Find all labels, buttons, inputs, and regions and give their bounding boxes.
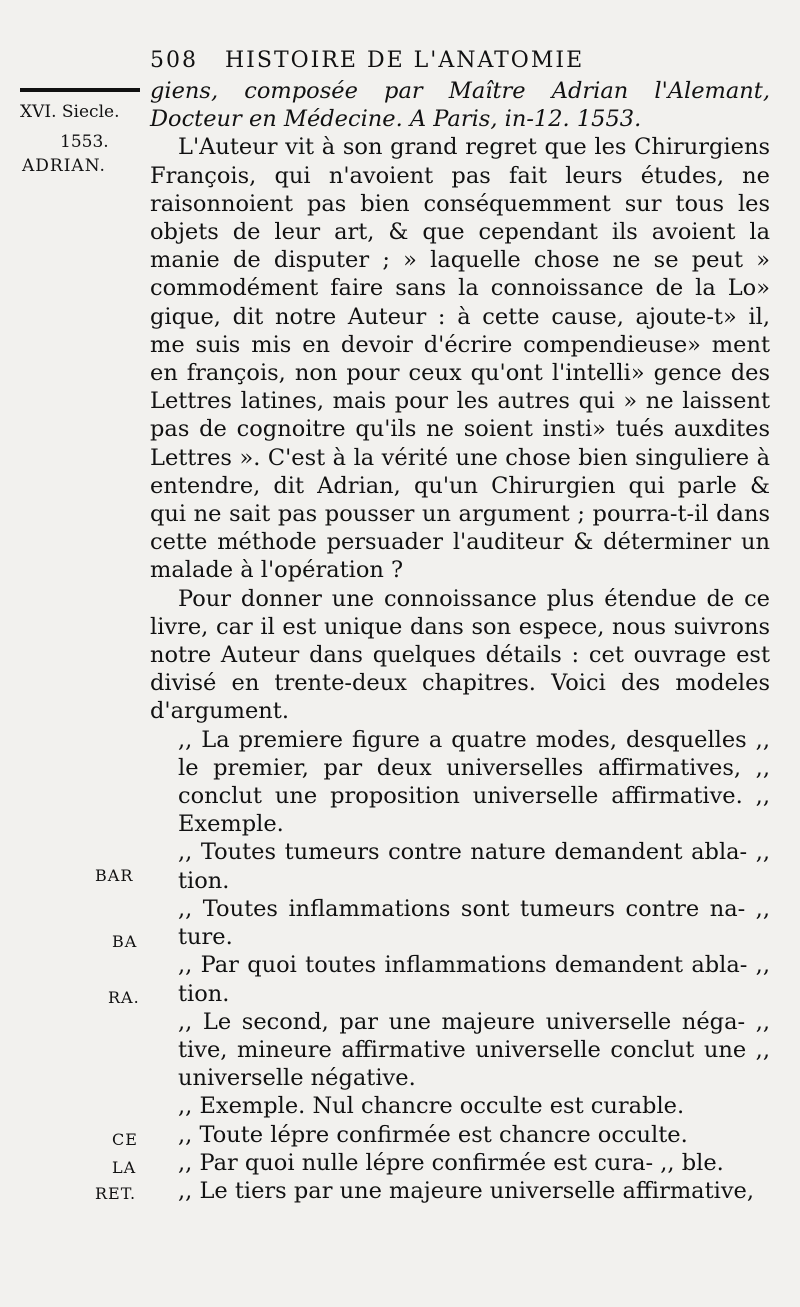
- running-header: [150, 48, 770, 73]
- quotation: ,, Par quoi toutes inflammations demandent abla- ,, tion.: [178, 952, 770, 1007]
- syllogism-mark: BAR: [95, 866, 134, 885]
- syllogism-mark: BA: [112, 932, 138, 951]
- paragraph: Pour donner une connoissance plus étendue de ce livre, car il est unique dans son espece, nous suivrons notre Auteur dans quelques détails : cet ouvrage est divisé en trente-deux chapitres. Voici des modeles d'argument.: [150, 585, 770, 725]
- syllogism-mark: LA: [112, 1158, 137, 1177]
- margin-century: XVI. Siecle.: [20, 102, 120, 122]
- quotation: ,, Le tiers par une majeure universelle affirmative,: [178, 1177, 755, 1204]
- quotation: ,, La premiere figure a quatre modes, desquelles ,, le premier, par deux universelles affirmatives, ,, conclut une proposition universelle affirmative. ,, Exemple.: [178, 726, 770, 838]
- syllogism-mark: RET.: [95, 1184, 137, 1203]
- syllogism-mark: CE: [112, 1130, 138, 1149]
- quotation: ,, Le second, par une majeure universelle néga- ,, tive, mineure affirmative universelle conclut une ,, universelle négative.: [178, 1008, 770, 1092]
- margin-year: 1553.: [60, 132, 109, 152]
- running-title: HISTOIRE DE L'ANATOMIE: [225, 48, 585, 73]
- margin-name: ADRIAN.: [22, 156, 106, 176]
- quotation: ,, Par quoi nulle lépre confirmée est cura- ,, ble.: [178, 1149, 724, 1176]
- paragraph: L'Auteur vit à son grand regret que les Chirurgiens François, qui n'avoient pas fait leurs études, ne raisonnoient pas bien conséquemment sur tous les objets de leur art, & que cependant ils avoient la manie de disputer ; » laquelle chose ne se peut » commodément faire sans la connoissance de la Lo» gique, dit notre Auteur : à cette cause, ajoute-t» il, me suis mis en devoir d'écrire compendieuse» ment en françois, non pour ceux qu'ont l'intelli» gence des Lettres latines, mais pour les autres qui » ne laissent pas de cognoitre qu'ils ne soient insti» tués auxdites Lettres ». C'est à la vérité une chose bien singuliere à entendre, dit Adrian, qu'un Chirurgien qui parle & qui ne sait pas pousser un argument ; pourra-t-il dans cette méthode persuader l'auditeur & déterminer un malade à l'opération ?: [150, 134, 770, 584]
- quotation: ,, Exemple. Nul chancre occulte est curable.: [178, 1093, 685, 1120]
- margin-rule: [20, 88, 140, 92]
- page-number: 508: [150, 48, 198, 73]
- title-continuation: giens, composée par Maître Adrian l'Alemant, Docteur en Médecine. A Paris, in-12. 1553.: [150, 78, 770, 133]
- quotation: ,, Toute lépre confirmée est chancre occulte.: [178, 1121, 688, 1148]
- quotation: ,, Toutes inflammations sont tumeurs contre na- ,, ture.: [178, 895, 770, 951]
- body-text: [150, 77, 770, 1205]
- syllogism-mark: RA.: [108, 988, 140, 1007]
- quotation: ,, Toutes tumeurs contre nature demandent abla- ,, tion.: [178, 839, 770, 894]
